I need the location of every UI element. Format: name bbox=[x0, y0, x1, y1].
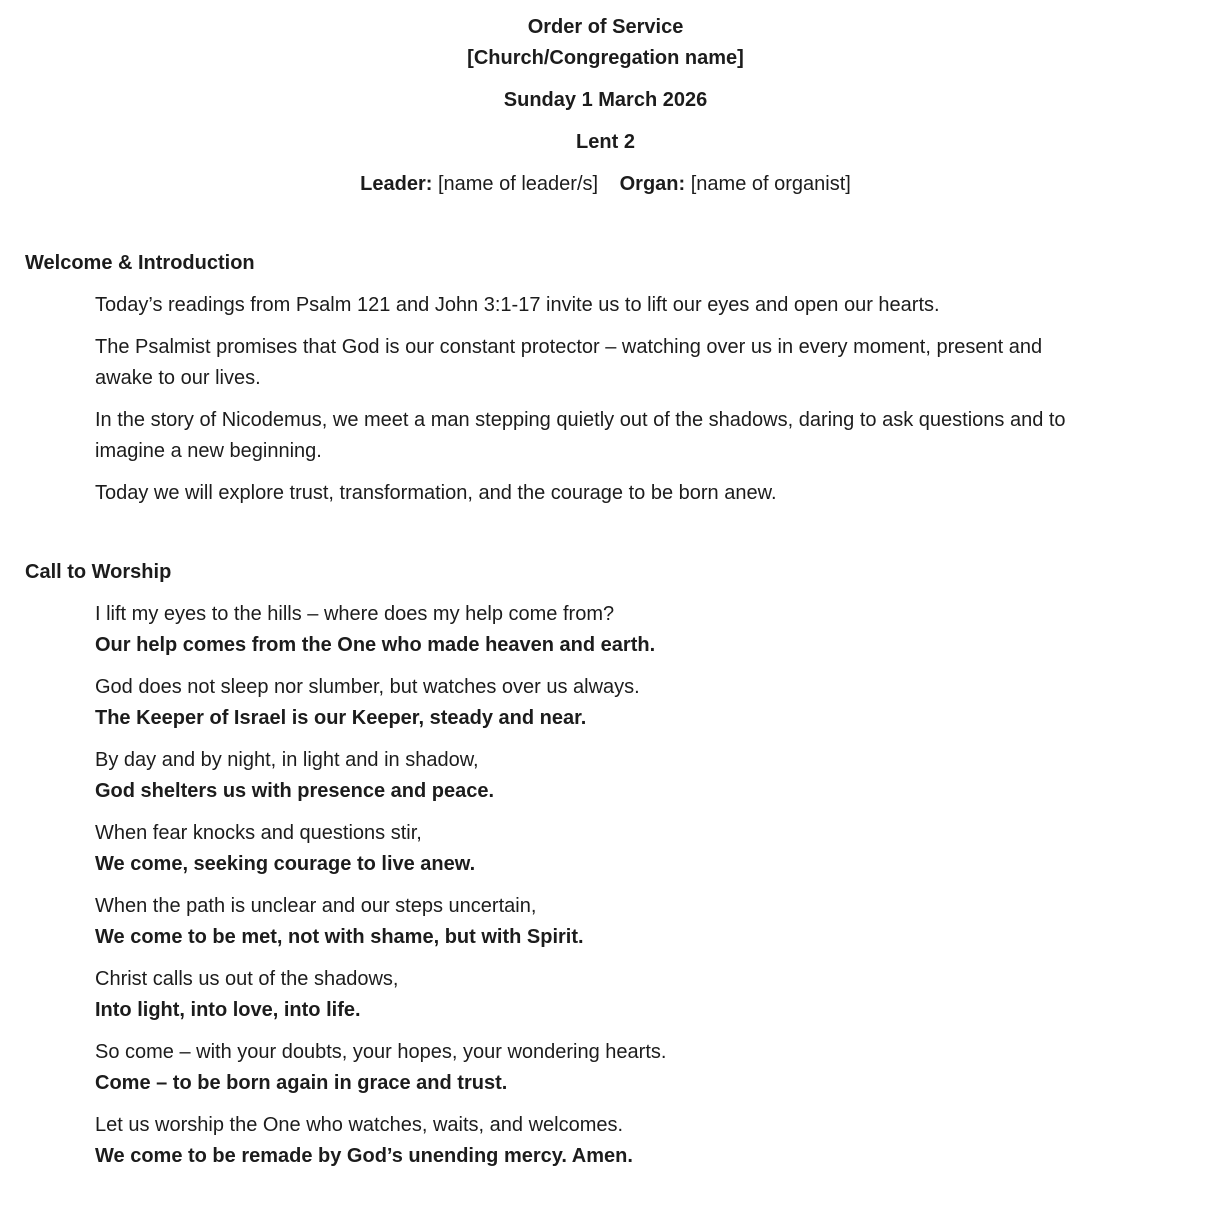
liturgical-season: Lent 2 bbox=[576, 131, 635, 153]
leader-organ-line bbox=[25, 169, 1186, 200]
call-line: When the path is unclear and our steps uncertain, bbox=[95, 895, 537, 917]
response-line: Into light, into love, into life. bbox=[95, 999, 361, 1021]
organist-name-placeholder: [name of organist] bbox=[690, 173, 851, 195]
responsive-pair bbox=[95, 599, 1087, 661]
service-date: Sunday 1 March 2026 bbox=[503, 89, 708, 111]
welcome-introduction-heading: Welcome & Introduction bbox=[25, 252, 255, 274]
call-line: When fear knocks and questions stir, bbox=[95, 822, 422, 844]
call-line: Christ calls us out of the shadows, bbox=[95, 968, 399, 990]
call-to-worship-body bbox=[95, 599, 1087, 1172]
call-line: By day and by night, in light and in shadow, bbox=[95, 749, 479, 771]
responsive-pair bbox=[95, 964, 1087, 1026]
response-line: God shelters us with presence and peace. bbox=[95, 780, 495, 802]
responsive-pair bbox=[95, 1037, 1087, 1099]
welcome-introduction-body bbox=[95, 290, 1087, 509]
call-line: Let us worship the One who watches, waits, and welcomes. bbox=[95, 1114, 624, 1136]
responsive-pair bbox=[95, 891, 1087, 953]
church-name-placeholder: [Church/Congregation name] bbox=[467, 47, 744, 69]
call-line: God does not sleep nor slumber, but watches over us always. bbox=[95, 676, 640, 698]
response-line: We come, seeking courage to live anew. bbox=[95, 853, 476, 875]
response-line: We come to be met, not with shame, but with Spirit. bbox=[95, 926, 584, 948]
call-to-worship-heading: Call to Worship bbox=[25, 561, 172, 583]
leader-label: Leader: bbox=[360, 173, 433, 195]
welcome-paragraph: Today we will explore trust, transformation, and the courage to be born anew. bbox=[95, 482, 777, 504]
call-line: I lift my eyes to the hills – where does my help come from? bbox=[95, 603, 615, 625]
responsive-pair bbox=[95, 672, 1087, 734]
response-line: Our help comes from the One who made heaven and earth. bbox=[95, 634, 656, 656]
section-call-to-worship bbox=[25, 559, 1186, 1172]
document-header bbox=[25, 12, 1186, 200]
response-line: The Keeper of Israel is our Keeper, steady and near. bbox=[95, 707, 587, 729]
welcome-paragraph: The Psalmist promises that God is our constant protector – watching over us in every moment, present and awake to our lives. bbox=[95, 336, 1043, 389]
response-line: Come – to be born again in grace and trust. bbox=[95, 1072, 508, 1094]
response-line: We come to be remade by God’s unending mercy. Amen. bbox=[95, 1145, 633, 1167]
responsive-pair bbox=[95, 818, 1087, 880]
responsive-pair bbox=[95, 745, 1087, 807]
welcome-paragraph: Today’s readings from Psalm 121 and John 3:1-17 invite us to lift our eyes and open our hearts. bbox=[95, 294, 940, 316]
call-line: So come – with your doubts, your hopes, your wondering hearts. bbox=[95, 1041, 667, 1063]
leader-name-placeholder: [name of leader/s] bbox=[437, 173, 599, 195]
section-welcome-introduction bbox=[25, 250, 1186, 509]
organ-label: Organ: bbox=[619, 173, 686, 195]
welcome-paragraph: In the story of Nicodemus, we meet a man stepping quietly out of the shadows, daring to ask questions and to imagine a new beginning. bbox=[95, 409, 1066, 462]
document-title: Order of Service bbox=[527, 16, 684, 38]
responsive-pair bbox=[95, 1110, 1087, 1172]
